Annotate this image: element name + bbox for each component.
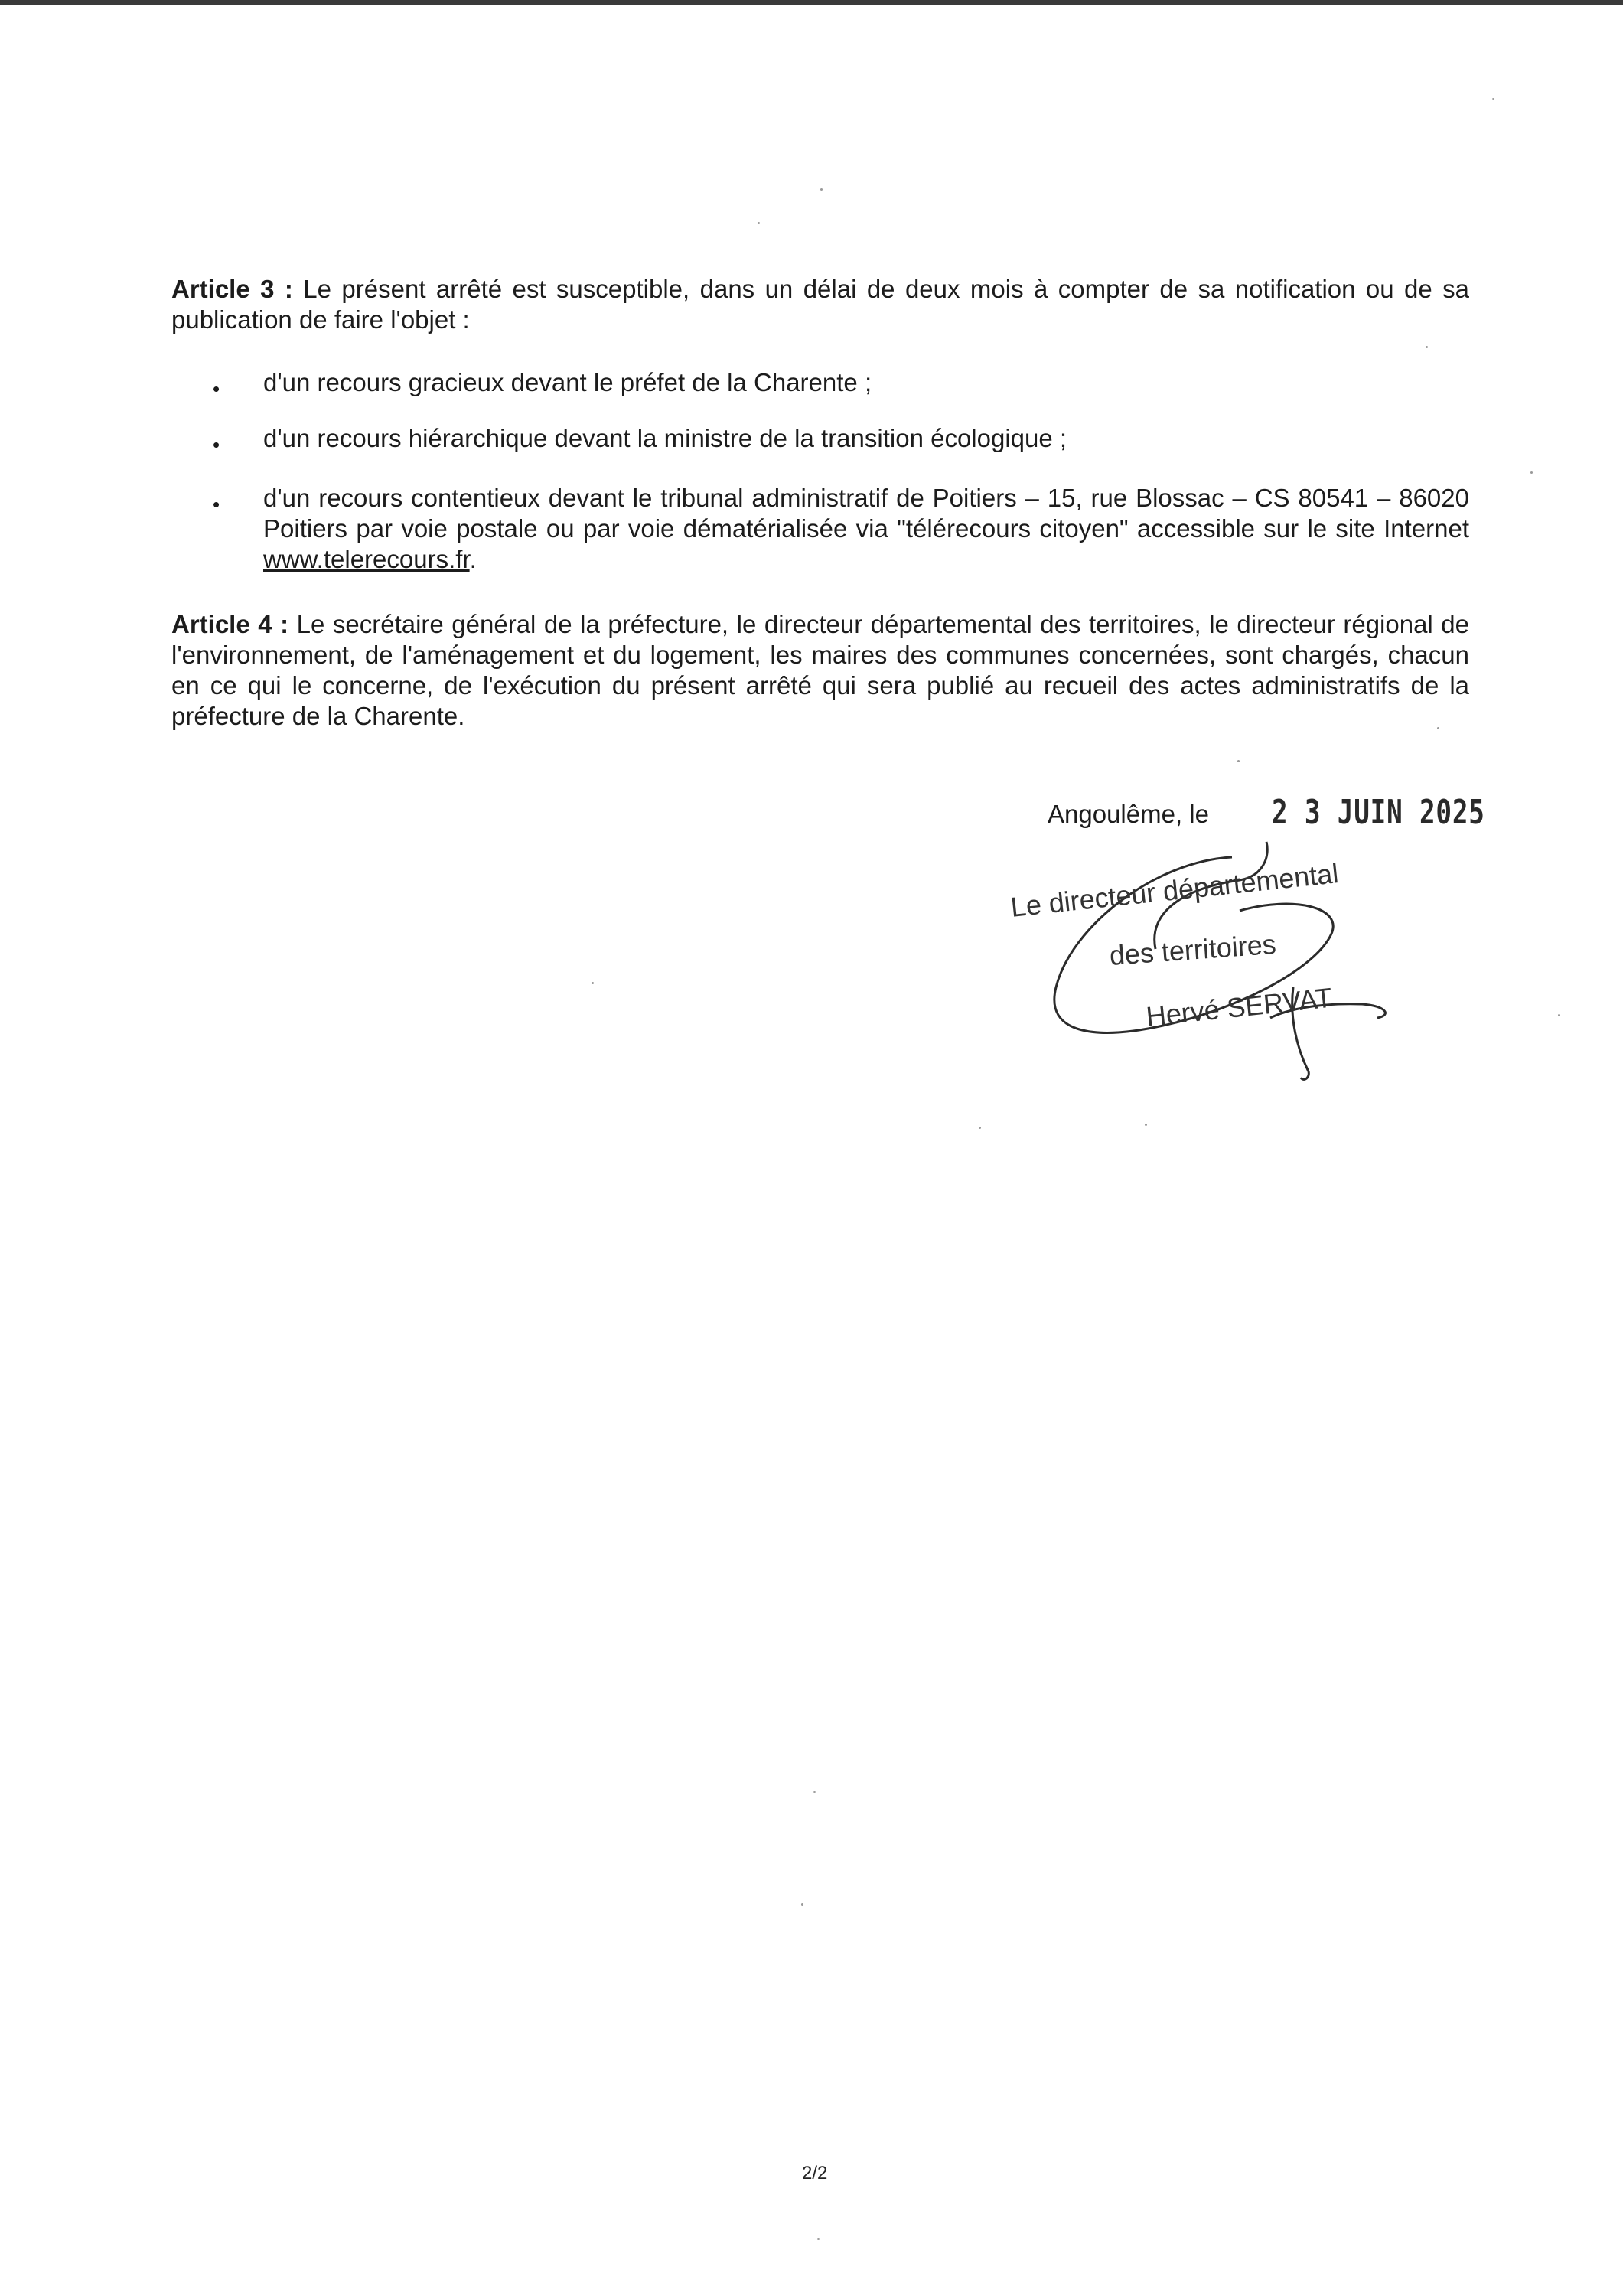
date-stamp: 2 3 JUIN 2025 [1272,793,1485,832]
article-4-label: Article 4 : [171,610,289,638]
telerecours-link[interactable]: www.telerecours.fr [263,545,470,573]
scan-speck [813,1791,816,1793]
scan-speck [758,222,760,224]
scan-speck [1437,727,1439,729]
list-item [213,367,1469,398]
bullet-text-after-link: . [469,545,477,573]
scan-speck [1530,471,1533,474]
place-label: Angoulême, le [1048,800,1209,828]
bullet-text: d'un recours gracieux devant le préfet de la Charente ; [263,368,872,396]
bullet-icon: • [213,433,220,456]
bullet-icon: • [213,377,220,400]
signatory-name: Hervé SERVAT [1144,981,1334,1032]
article-3-label: Article 3 : [171,275,293,303]
scan-speck [592,982,594,984]
scan-speck [1492,98,1494,100]
scan-speck [1558,1014,1560,1016]
bullet-text [263,483,1469,575]
list-item [213,483,1469,575]
list-item [213,423,1469,454]
signatory-title-line-2: des territoires [1108,928,1277,971]
scan-speck [1237,760,1240,762]
scan-speck [820,188,823,191]
article-4-text: Le secrétaire général de la préfecture, le directeur départemental des territoires, le directeur régional de l'environnement, de l'aménagement et du logement, les maires des communes concernées, sont chargés, chacun en ce qui le concerne, de l'exécution du présent arrêté qui sera publié au recueil des actes administratifs de la préfecture de la Charente. [171,610,1469,730]
scan-speck [979,1127,981,1129]
page-number: 2/2 [802,2163,828,2183]
scan-speck [801,1903,803,1906]
bullet-text-before-link: d'un recours contentieux devant le tribunal administratif de Poitiers – 15, rue Blossac – CS 80541 – 86020 Poitiers par voie postale ou par voie dématérialisée via "télérecours citoyen" accessible sur le site Internet [263,484,1469,543]
scan-speck [1145,1124,1147,1126]
article-3-paragraph [171,274,1469,335]
article-4-paragraph [171,609,1469,732]
scan-speck [817,2238,820,2240]
bullet-text: d'un recours hiérarchique devant la ministre de la transition écologique ; [263,424,1067,452]
article-3-text: Le présent arrêté est susceptible, dans un délai de deux mois à compter de sa notification ou de sa publication de faire l'objet : [171,275,1469,334]
scan-speck [1426,346,1428,348]
signatory-title-line-1: Le directeur départemental [1009,857,1340,923]
bullet-icon: • [213,493,220,516]
